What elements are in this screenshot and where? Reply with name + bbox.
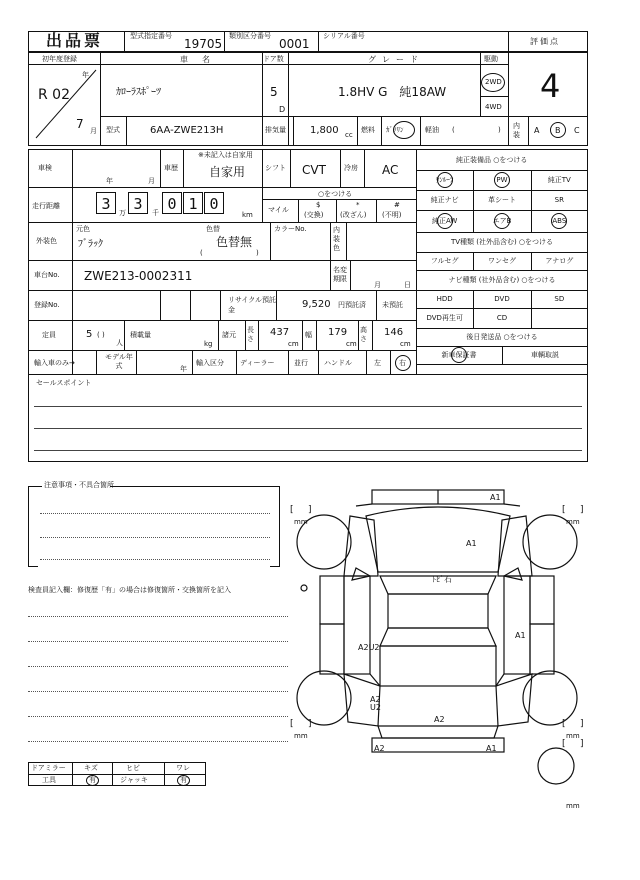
equip-divider	[416, 328, 588, 329]
bracket-rr: [	[562, 719, 566, 729]
interior-color-label: 内装色	[333, 226, 340, 252]
right-door-front	[530, 576, 554, 624]
equip-item: DVD再生可	[426, 313, 463, 322]
height-value: 146	[384, 327, 404, 338]
recycle-label: リサイクル預託金	[228, 296, 277, 314]
name-change-day: 日	[404, 281, 411, 289]
equip-item: CD	[496, 313, 508, 322]
year-mark: 年	[82, 71, 89, 79]
interior-c: C	[574, 126, 580, 135]
equip-item: ワンセグ	[487, 256, 516, 265]
drive-2wd: 2WD	[485, 78, 502, 86]
month-value: 7	[76, 117, 84, 131]
history-note: ※未記入は自家用	[198, 151, 253, 159]
equip-circle	[494, 172, 510, 188]
color-label: 元色	[76, 225, 90, 233]
rear-pillars	[370, 674, 504, 686]
displacement-value: 1,800	[310, 125, 339, 136]
mm-fr: mm	[566, 518, 580, 526]
mark-hood: A1	[466, 539, 477, 548]
model-no-value: 19705	[184, 37, 223, 51]
grade-value: 1.8HV G 純18AW	[338, 85, 447, 99]
car-damage-diagram	[286, 476, 606, 816]
first-reg-label: 初年度登録	[42, 55, 77, 63]
capacity-paren: ( )	[97, 331, 105, 339]
recycle-unit: 円預託済	[338, 301, 366, 309]
page-title: 出品票	[46, 31, 104, 50]
mileage-digit-1: 3	[96, 192, 116, 214]
equip-circle	[451, 347, 467, 363]
model-label: 型式	[106, 126, 120, 134]
displacement-label: 排気量	[265, 126, 286, 134]
th-break: ワレ	[176, 764, 190, 772]
model-year-unit: 年	[180, 365, 187, 373]
man-unit: 万	[119, 209, 126, 217]
mile-label: マイル	[268, 206, 289, 214]
equip-col-divider	[531, 308, 532, 328]
td-jack: ジャッキ	[120, 776, 148, 784]
length-label: 長さ	[247, 326, 254, 343]
exterior-label: 外装色	[36, 237, 57, 245]
height-unit: cm	[400, 340, 411, 348]
roof	[388, 594, 488, 628]
sales-point-label: セールスポイント	[36, 379, 92, 387]
exchange-mark: $	[316, 201, 321, 209]
right-side	[504, 576, 530, 674]
svg-text:]: ]	[308, 719, 312, 729]
equip-circle	[437, 172, 453, 188]
equip-circle	[494, 213, 510, 229]
equip-item: 純正ナビ	[430, 195, 459, 204]
mileage-label: 走行距離	[32, 202, 60, 210]
left-door-front	[320, 576, 344, 624]
equip-divider	[416, 252, 588, 253]
fuel-circle	[393, 121, 415, 139]
equip-header: 後日発送品 ○をつける	[466, 332, 538, 341]
repaint-label: 色替	[206, 225, 220, 233]
front-hood	[366, 507, 510, 572]
mark-front-bumper: A1	[490, 493, 501, 502]
height-label: 高さ	[360, 326, 367, 343]
color-no-label: カラーNo.	[274, 225, 307, 233]
equip-divider	[416, 190, 588, 191]
rear-window	[380, 628, 496, 646]
tamper-label: (改ざん)	[340, 211, 367, 219]
mm-fl: mm	[294, 518, 308, 526]
dims-label: 諸元	[222, 331, 236, 339]
chassis-value: ZWE213-0002311	[84, 269, 193, 283]
cooling-label: 冷房	[344, 164, 358, 172]
length-unit: cm	[288, 340, 299, 348]
equip-item: DVD	[494, 294, 510, 303]
drive-2wd-circle	[481, 73, 505, 92]
th-mirror: ドアミラー	[31, 764, 66, 772]
mark-left-door: A2U2	[358, 643, 380, 652]
repaint-value: 色替無	[216, 235, 253, 249]
chassis-label: 車台No.	[34, 271, 60, 279]
parallel-option: 並行	[294, 359, 308, 367]
car-name-value: ｶﾛｰﾗｽﾎﾟｰﾂ	[116, 87, 161, 98]
svg-text:]: ]	[580, 739, 584, 749]
mark-right-door: A1	[515, 631, 526, 640]
color-value: ﾌﾞﾗｯｸ	[78, 239, 103, 250]
svg-text:]: ]	[308, 505, 312, 515]
notes-label: 注意事項・不具合箇所	[44, 481, 114, 489]
equip-item: 純正TV	[547, 175, 571, 184]
capacity-label: 定員	[42, 331, 56, 339]
equip-item: ｻﾝﾙｰﾌ	[435, 175, 454, 184]
equip-item: 純正AW	[432, 216, 458, 225]
drive-4wd: 4WD	[485, 103, 502, 111]
model-no-label: 型式指定番号	[130, 32, 172, 40]
notes-box	[28, 486, 280, 566]
light-oil-label: 軽油	[425, 126, 439, 134]
equip-item: 新車保証書	[441, 350, 477, 359]
import-label: 輸入車のみ→	[34, 359, 75, 367]
mileage-digit-2: 3	[128, 192, 148, 214]
door-type: D	[279, 105, 286, 114]
name-change-label: 名変期限	[333, 266, 347, 283]
shift-label: シフト	[265, 164, 286, 172]
th-scratch: キズ	[84, 764, 98, 772]
left-door-rear	[320, 624, 344, 674]
score-value: 4	[540, 67, 561, 105]
mark-rear-bumper-right: A1	[486, 744, 497, 753]
fuel-value: ｶﾞｿﾘﾝ	[386, 126, 404, 134]
equip-item: 革シート	[487, 195, 516, 204]
mark-left-rear-b: U2	[370, 703, 381, 712]
load-label: 積載量	[130, 331, 151, 339]
equip-item: SR	[554, 195, 564, 204]
grade-label: グレード	[368, 55, 424, 64]
mileage-digit-4: 1	[183, 192, 203, 214]
bracket-rl: [	[290, 719, 294, 729]
sen-unit: 千	[152, 209, 159, 217]
inspection-year: 年	[106, 177, 113, 185]
doors-value: 5	[270, 85, 278, 99]
import-type-label: 輸入区分	[196, 359, 224, 367]
tools-circle	[86, 775, 99, 786]
right-rear-fender	[496, 674, 532, 726]
tamper-mark: *	[356, 201, 360, 209]
model-year-label: モデル年式	[105, 353, 133, 370]
kg-unit: kg	[204, 340, 213, 348]
drive-label: 駆動	[484, 55, 498, 63]
equip-divider	[416, 364, 588, 365]
equip-header: ナビ種類 (社外品含む) ○をつける	[448, 275, 556, 284]
interior-b: B	[555, 126, 561, 135]
mark-left-rear-a: A2	[370, 695, 381, 704]
history-value: 自家用	[209, 165, 246, 179]
equip-item: SD	[554, 294, 565, 303]
fuel-label: 燃料	[361, 126, 375, 134]
km-unit: km	[242, 211, 253, 219]
circle-hint: ○をつける	[318, 190, 353, 198]
name-change-month: 月	[374, 281, 381, 289]
equip-divider	[416, 290, 588, 291]
equip-divider	[416, 270, 588, 271]
interior-label: 内装	[513, 122, 520, 139]
shift-value: CVT	[302, 163, 326, 177]
right-circle	[395, 355, 411, 371]
reg-label: 登録No.	[34, 301, 60, 309]
inspector-label: 検査員記入欄：修復歴「有」の場合は修復箇所・交換箇所を記入	[28, 586, 231, 594]
exchange-label: (交換)	[304, 211, 324, 219]
dealer-option: ディーラー	[240, 359, 275, 367]
unknown-label: (不明)	[382, 211, 402, 219]
equip-item: HDD	[436, 294, 453, 303]
recycle-amount: 9,520	[302, 299, 331, 310]
svg-text:]: ]	[580, 505, 584, 515]
interior-b-circle	[550, 122, 566, 138]
mark-rear-panel: A2	[434, 715, 445, 724]
equip-item: PW	[496, 175, 508, 184]
mileage-digit-5: 0	[204, 192, 224, 214]
left-side	[344, 576, 370, 674]
cc-unit: cc	[345, 131, 353, 139]
history-label: 車歴	[164, 164, 178, 172]
equip-circle	[437, 213, 453, 229]
td-jack-value: 有	[180, 776, 187, 784]
right-option: 右	[399, 359, 406, 367]
handle-label: ハンドル	[324, 359, 352, 367]
mileage-digit-3: 0	[162, 192, 182, 214]
rear-left-wheel	[297, 671, 351, 725]
inspection-month: 月	[148, 177, 155, 185]
class-no-label: 類別区分番号	[229, 32, 271, 40]
td-tools: 工具	[42, 776, 56, 784]
width-value: 179	[328, 327, 348, 338]
jack-circle	[177, 775, 190, 786]
first-reg-value: R 02	[38, 87, 70, 103]
length-value: 437	[270, 327, 290, 338]
person-unit: 人	[116, 339, 123, 347]
rear-bumper	[372, 738, 504, 752]
right-mirror	[504, 568, 522, 580]
car-name-label: 車名	[180, 55, 224, 64]
th-crack: ヒビ	[126, 764, 140, 772]
equip-header: TV種類 (社外品含む) ○をつける	[450, 237, 554, 246]
class-no-value: 0001	[279, 37, 310, 51]
bracket-fl: [	[290, 505, 294, 515]
mm-rl: mm	[294, 732, 308, 740]
equip-item: エアB	[492, 216, 512, 225]
unknown-mark: #	[394, 201, 400, 209]
equip-divider	[416, 232, 588, 233]
inspection-label: 車検	[38, 164, 52, 172]
genuine-label: 純正装備品 ○をつける	[456, 156, 528, 164]
td-tools-value: 有	[89, 776, 96, 784]
spare-tire	[538, 748, 574, 784]
capacity-value: 5	[86, 329, 93, 340]
left-option: 左	[374, 359, 381, 367]
mark-rear-bumper: A2	[374, 744, 385, 753]
month-mark: 月	[90, 127, 97, 135]
equip-divider	[416, 308, 588, 309]
model-value: 6AA-ZWE213H	[150, 125, 224, 136]
equip-item: アナログ	[545, 256, 574, 265]
equip-item: フルセグ	[430, 256, 459, 265]
doors-label: ドア数	[263, 55, 284, 63]
equip-item: ABS	[552, 216, 567, 225]
right-door-rear	[530, 624, 554, 674]
interior-a: A	[534, 126, 540, 135]
mm-rr: mm	[566, 732, 580, 740]
rear-panel	[378, 726, 498, 738]
bracket-fr: [	[562, 505, 566, 515]
width-unit: cm	[346, 340, 357, 348]
mm-spare: mm	[566, 802, 580, 810]
equip-divider	[416, 210, 588, 211]
score-label: 評価点	[530, 37, 560, 46]
trunk	[380, 646, 496, 686]
bracket-spare: [	[562, 739, 566, 749]
not-deposited: 未預託	[382, 301, 403, 309]
mark-windshield: ﾄﾋﾞ石	[432, 575, 452, 584]
cooling-value: AC	[382, 163, 399, 177]
svg-text:]: ]	[580, 719, 584, 729]
serial-label: シリアル番号	[323, 32, 365, 40]
width-label: 幅	[305, 331, 312, 339]
left-mirror	[352, 568, 370, 580]
equip-item: 車輌取説	[531, 350, 559, 359]
